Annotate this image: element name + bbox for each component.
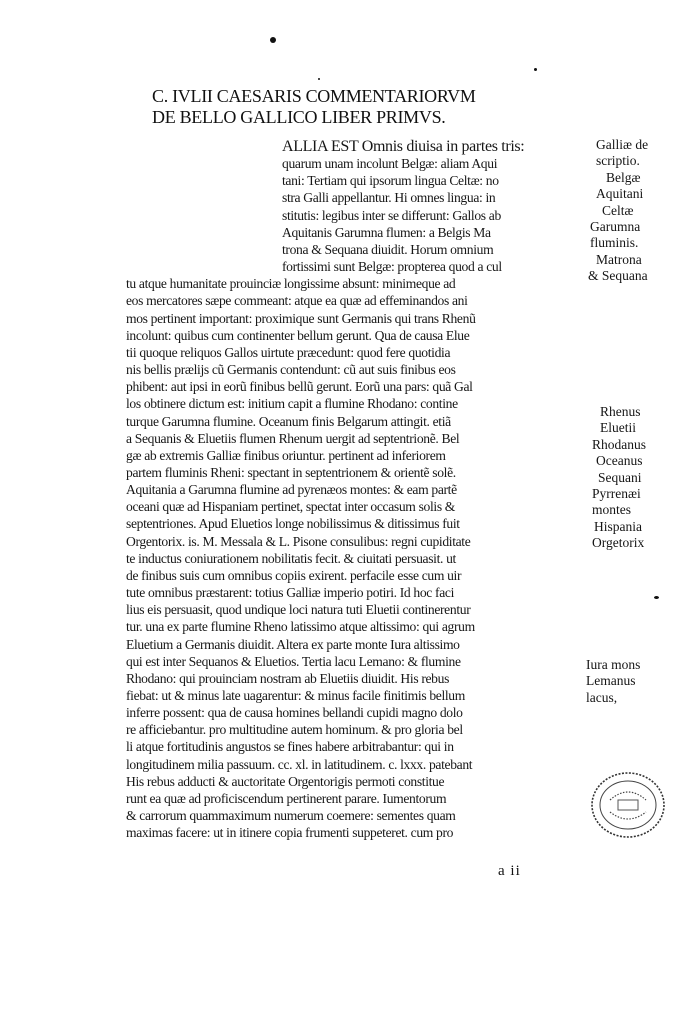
text-line: turque Garumna flumine. Oceanum finis Belgarum attingit. etiã (126, 413, 451, 429)
text-line: tii quoque reliquos Gallos uirtute præcedunt: quod fere quotidia (126, 344, 451, 360)
text-line: & carrorum quammaximum numerum coemere: sementes quam (126, 808, 456, 824)
marginal-note: & Sequana (588, 268, 648, 284)
text-line: Aquitanis Garumna flumen: a Belgis Ma (282, 224, 491, 240)
marginal-note: Celtæ (602, 202, 634, 218)
text-line: stra Galli appellantur. Hi omnes lingua: in (282, 190, 496, 206)
marginal-note: Oceanus (596, 453, 643, 469)
marginal-note: lacus, (586, 689, 618, 705)
text-line: fiebat: ut & minus late uagarentur: & minus facile finitimis bellum (126, 688, 465, 703)
marginal-note: Orgetorix (592, 535, 645, 551)
text-line: Aquitania a Garumna flumine ad pyrenæos montes: & eam partẽ (126, 482, 457, 498)
marginal-note: Rhodanus (592, 436, 646, 452)
ink-speck (318, 78, 320, 80)
text-line: incolunt: quibus cum continenter bellum gerunt. Qua de causa Elue (126, 327, 470, 343)
text-line: Eluetium a Germanis diuidit. Altera ex parte monte Iura altissimo (126, 636, 460, 652)
marginal-note-group (588, 137, 678, 285)
text-line: tur. una ex parte flumine Rheno latissimo atque altissimo: qui agrum (126, 619, 475, 635)
marginal-note: Galliæ de (596, 137, 649, 152)
text-line: His rebus adducti & auctoritate Orgentorigis permoti constitue (126, 773, 445, 789)
text-line: Orgentorix. is. M. Messala & L. Pisone consulibus: regni cupiditate (126, 533, 471, 549)
marginal-note: Garumna (590, 219, 641, 235)
text-line: re afficiebantur. pro multitudine autem hominum. & pro gloria bel (126, 722, 463, 738)
text-line: oceani quæ ad Hispaniam pertinet, spectat inter occasum solis & (126, 499, 456, 515)
library-stamp-icon (588, 770, 668, 840)
ink-speck (654, 596, 659, 599)
marginal-note: Rhenus (600, 404, 641, 419)
text-line: a Sequanis & Eluetiis flumen Rhenum uergit ad septentrionẽ. Bel (126, 430, 460, 446)
text-line: stitutis: legibus inter se differunt: Gallos ab (282, 207, 501, 223)
text-line: gæ ab extremis Galliæ finibus oriuntur. pertinent ad inferiorem (126, 447, 446, 463)
marginal-note: montes (592, 502, 631, 518)
text-line: lius eis persuasit, quod undique loci natura tuti Eluetii continerentur (126, 602, 471, 618)
main-text (126, 138, 578, 841)
text-line: ALLIA EST Omnis diuisa in partes tris: (282, 138, 525, 155)
text-line: te inductus coniurationem nobilitatis fecit. & ciuitati persuasit. ut (126, 550, 456, 566)
title-line-2: DE BELLO GALLICO LIBER PRIMVS. (152, 107, 446, 127)
text-line: trona & Sequana diuidit. Horum omnium (282, 241, 494, 257)
book-title (152, 86, 532, 128)
text-line: septentriones. Apud Eluetios longe nobilissimus & ditissimus fuit (126, 516, 460, 532)
marginal-note: Matrona (596, 251, 642, 267)
text-line: partem fluminis Rheni: spectant in septentrionem & orientẽ solẽ. (126, 464, 456, 480)
text-line: tute omnibus præstarent: totius Galliæ imperio potiri. Id hoc faci (126, 585, 455, 601)
text-line: los obtinere dictum est: initium capit a flumine Rhodano: contine (126, 396, 458, 412)
marginal-note: fluminis. (590, 235, 639, 251)
text-line: runt ea quæ ad proficiscendum pertinerent parare. Iumentorum (126, 790, 447, 806)
marginal-note: Hispania (594, 518, 642, 534)
text-line: fortissimi sunt Belgæ: propterea quod a cul (282, 259, 502, 275)
marginal-note: Eluetii (600, 420, 636, 436)
ink-speck (270, 37, 276, 43)
text-line: tani: Tertiam qui ipsorum lingua Celtæ: no (282, 173, 499, 189)
text-line: longitudinem milia passuum. cc. xl. in latitudinem. c. lxxx. patebant (126, 756, 473, 772)
text-line: phibent: aut ipsi in eorũ finibus bellũ gerunt. Eorũ una pars: quã Gal (126, 379, 473, 395)
marginal-note: Pyrrenæi (592, 486, 641, 502)
text-line: li atque fortitudinis angustos se fines habere arbitrabantur: qui in (126, 739, 454, 755)
marginal-note: Aquitani (596, 186, 644, 202)
marginal-note: scriptio. (596, 153, 640, 169)
text-line: qui est inter Sequanos & Eluetios. Tertia lacu Lemano: & flumine (126, 653, 461, 669)
signature-mark: a ii (498, 863, 521, 879)
text-line: tu atque humanitate prouinciæ longissime absunt: minimeque ad (126, 276, 456, 292)
marginal-note: Sequani (598, 469, 642, 485)
text-line: Rhodano: qui prouinciam nostram ab Eluetiis diuidit. His rebus (126, 670, 450, 686)
marginal-note-group (586, 657, 676, 706)
text-line: de finibus suis cum omnibus copiis exirent. perfacile esse cum uir (126, 567, 462, 583)
marginal-note: Belgæ (606, 169, 641, 185)
text-line: eos mercatores sæpe commeant: atque ea quæ ad effeminandos ani (126, 293, 468, 309)
text-line: mos pertinent important: proximique sunt Germanis qui trans Rhenũ (126, 310, 476, 326)
text-line: quarum unam incolunt Belgæ: aliam Aqui (282, 156, 498, 172)
text-line: maximas facere: ut in itinere copia frumenti suppeteret. cum pro (126, 825, 454, 841)
ink-speck (534, 68, 537, 71)
text-line: inferre possent: qua de causa homines bellandi cupidi magno dolo (126, 705, 463, 721)
marginal-note: Iura mons (586, 657, 641, 672)
title-line-1: C. IVLII CAESARIS COMMENTARIORVM (152, 86, 476, 106)
marginal-note-group (592, 404, 680, 552)
marginal-note: Lemanus (586, 673, 636, 689)
text-line: nis bellis prælijs cũ Germanis contendunt: cũ aut suis finibus eos (126, 362, 456, 378)
